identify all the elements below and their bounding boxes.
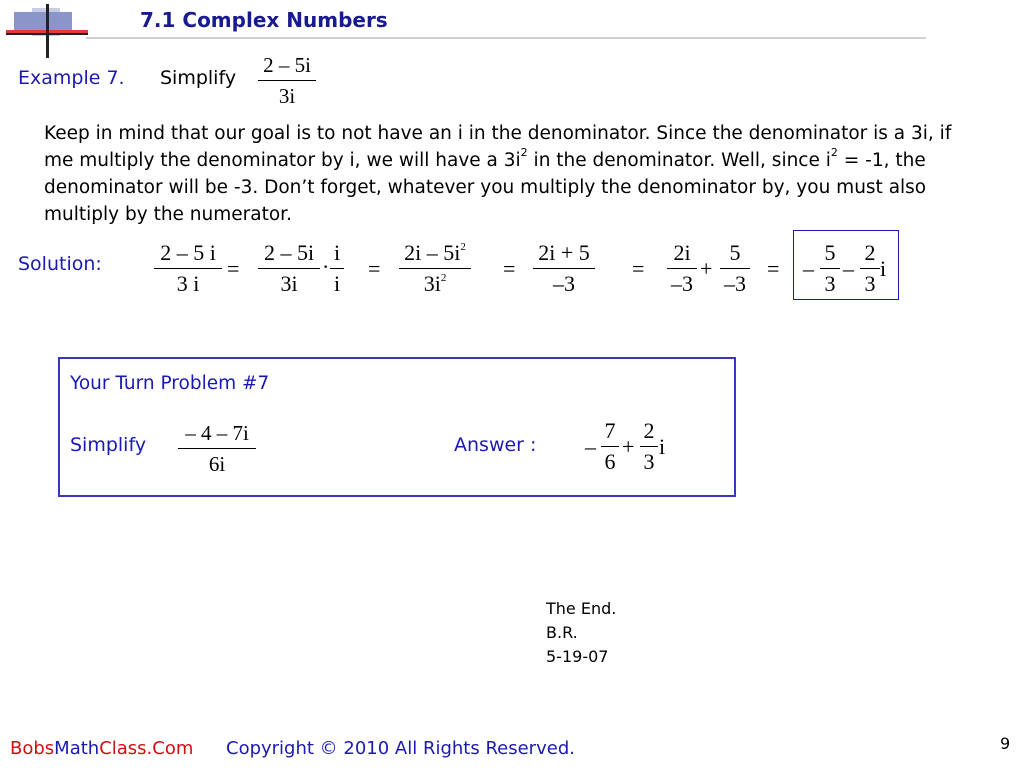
solution-step2-multiplier bbox=[330, 240, 344, 297]
solution-step4-fraction bbox=[533, 240, 595, 297]
numerator-exponent: 2 bbox=[460, 241, 466, 253]
fraction-denominator: –3 bbox=[671, 271, 693, 296]
fraction-bar bbox=[178, 448, 256, 449]
answer-fraction2 bbox=[860, 240, 880, 297]
fraction-denominator: 3i bbox=[280, 271, 298, 296]
your-turn-instruction: Simplify bbox=[70, 434, 147, 456]
fraction-numerator bbox=[399, 240, 471, 266]
solution-step1-fraction bbox=[154, 240, 222, 297]
fraction-bar bbox=[820, 268, 840, 269]
your-turn-answer-fraction1 bbox=[601, 418, 619, 475]
fraction-denominator: 3i bbox=[278, 84, 296, 108]
brand-bobs: Bobs bbox=[10, 738, 55, 759]
minus-sign: – bbox=[843, 256, 854, 281]
fraction-bar bbox=[667, 268, 697, 269]
fraction-bar bbox=[154, 268, 222, 269]
your-turn-title: Your Turn Problem #7 bbox=[70, 373, 270, 394]
end-note-line1: The End. bbox=[546, 599, 617, 618]
fraction-numerator: 2i + 5 bbox=[538, 240, 590, 265]
fraction-denominator: –3 bbox=[553, 271, 575, 296]
fraction-denominator: 3 i bbox=[176, 271, 200, 296]
your-turn-answer-fraction2 bbox=[640, 418, 658, 475]
explanation-sup2: 2 bbox=[830, 146, 838, 159]
imaginary-unit: i bbox=[880, 256, 887, 281]
minus-sign: – bbox=[585, 434, 596, 459]
fraction-numerator: 2 – 5 i bbox=[160, 240, 216, 265]
end-note-line2: B.R. bbox=[546, 623, 578, 642]
denominator-exponent: 2 bbox=[440, 272, 447, 284]
fraction-denominator: 3 bbox=[864, 271, 876, 296]
header-divider bbox=[86, 37, 926, 39]
end-note-line3: 5-19-07 bbox=[546, 647, 609, 666]
slide-title: 7.1 Complex Numbers bbox=[140, 8, 388, 32]
equals-sign: = bbox=[767, 256, 780, 281]
fraction-numerator: 2i bbox=[673, 240, 691, 265]
fraction-numerator: 5 bbox=[824, 240, 836, 265]
fraction-numerator: 2 bbox=[643, 418, 655, 443]
example-label: Example 7. bbox=[18, 67, 125, 89]
equals-sign: = bbox=[368, 256, 381, 281]
explanation-part2: in the denominator. Well, since i bbox=[527, 150, 831, 171]
answer-fraction1 bbox=[820, 240, 840, 297]
minus-sign: – bbox=[803, 256, 814, 281]
fraction-denominator: –3 bbox=[724, 271, 746, 296]
solution-step3-fraction bbox=[399, 240, 471, 297]
fraction-denominator: 6 bbox=[604, 449, 616, 474]
fraction-denominator: 3 bbox=[824, 271, 836, 296]
imaginary-unit: i bbox=[659, 434, 666, 459]
solution-label: Solution: bbox=[18, 253, 102, 275]
dot-operator: · bbox=[322, 254, 330, 279]
explanation-part3: = -1, the denominator will be -3. Don’t forget, whatever you multiply the denominator by, you must also multiply by the numerator. bbox=[44, 150, 927, 225]
fraction-numerator: 2 – 5i bbox=[263, 53, 311, 77]
solution-step5-fraction1 bbox=[667, 240, 697, 297]
fraction-numerator: 7 bbox=[604, 418, 616, 443]
fraction-bar bbox=[330, 268, 344, 269]
solution-step5-fraction2 bbox=[720, 240, 750, 297]
fraction-bar bbox=[720, 268, 750, 269]
your-turn-fraction bbox=[178, 420, 256, 477]
equals-sign: = bbox=[227, 256, 240, 281]
logo-vertical-line bbox=[46, 4, 49, 58]
example-instruction: Simplify bbox=[160, 67, 237, 89]
fraction-bar bbox=[399, 268, 471, 269]
fraction-numerator: 5 bbox=[729, 240, 741, 265]
fraction-bar bbox=[640, 446, 658, 447]
fraction-numerator: i bbox=[333, 240, 341, 265]
your-turn-answer-label: Answer : bbox=[454, 434, 537, 456]
equals-sign: = bbox=[503, 256, 516, 281]
footer-brand bbox=[10, 738, 193, 759]
brand-math: Math bbox=[54, 738, 100, 759]
explanation-paragraph bbox=[44, 120, 964, 228]
fraction-numerator: – 4 – 7i bbox=[185, 421, 249, 445]
plus-sign: + bbox=[700, 256, 713, 281]
fraction-bar bbox=[860, 268, 880, 269]
fraction-bar bbox=[601, 446, 619, 447]
example-fraction bbox=[258, 52, 316, 109]
logo-square bbox=[14, 12, 72, 32]
explanation-sup1: 2 bbox=[520, 146, 528, 159]
page-number: 9 bbox=[1000, 734, 1011, 753]
plus-sign: + bbox=[622, 434, 635, 459]
fraction-bar bbox=[258, 268, 320, 269]
fraction-numerator: 2 bbox=[864, 240, 876, 265]
fraction-denominator: i bbox=[333, 271, 341, 296]
numerator-text: 2i – 5i bbox=[404, 240, 461, 265]
fraction-denominator bbox=[399, 271, 471, 297]
fraction-bar bbox=[533, 268, 595, 269]
fraction-numerator: 2 – 5i bbox=[263, 240, 315, 265]
solution-step2-fraction bbox=[258, 240, 320, 297]
equals-sign: = bbox=[632, 256, 645, 281]
footer-copyright: Copyright © 2010 All Rights Reserved. bbox=[226, 738, 575, 759]
fraction-denominator: 3 bbox=[643, 449, 655, 474]
brand-class: Class.Com bbox=[99, 738, 194, 759]
end-note bbox=[546, 597, 616, 669]
fraction-denominator: 6i bbox=[208, 452, 226, 476]
fraction-bar bbox=[258, 80, 316, 81]
denominator-text: 3i bbox=[423, 271, 441, 296]
explanation-part1: Keep in mind that our goal is to not have an i in the denominator. Since the denominator is a 3i, if me multiply the denominator by i, we will have a 3i bbox=[44, 123, 952, 171]
